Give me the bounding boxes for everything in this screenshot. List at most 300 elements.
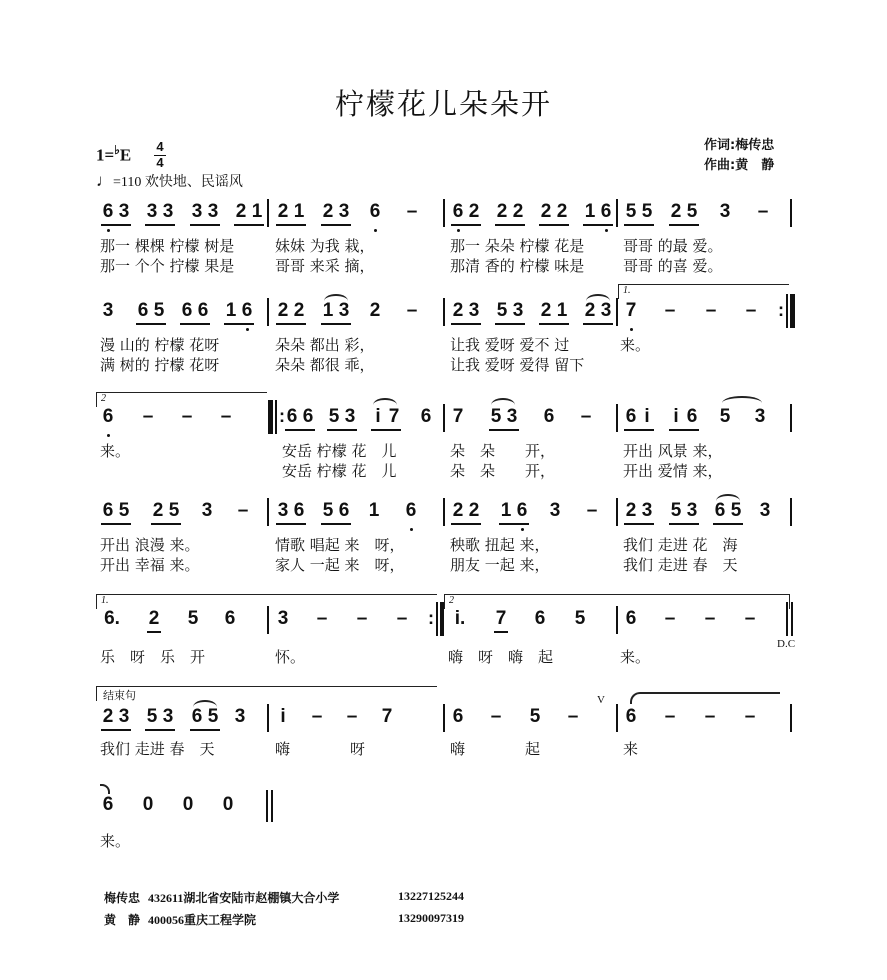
underline-beam [539, 224, 569, 226]
note: 6 [452, 706, 464, 727]
note: 2 [625, 500, 637, 521]
contact-name: 梅传忠 [104, 891, 141, 905]
underline-beam [494, 631, 508, 633]
octave-dot [605, 229, 608, 232]
note: 3 [641, 500, 653, 521]
time-top: 4 [156, 139, 164, 154]
underline-beam [624, 523, 654, 525]
underline-beam [234, 224, 264, 226]
lyric-verse-2: 家人 一起 来 呀， [275, 556, 405, 574]
lyric-verse-1: 来 [623, 740, 639, 758]
barline [790, 404, 792, 432]
note: 2 [102, 706, 114, 727]
lyric-verse-1: 朵朵 都出 彩， [275, 336, 375, 354]
note: – [744, 706, 756, 727]
note: 5 [529, 706, 541, 727]
note: 3 [719, 201, 731, 222]
repeat-end-barline [440, 602, 444, 636]
note: 2 [556, 201, 568, 222]
note: 1 [368, 500, 380, 521]
note: 3 [277, 608, 289, 629]
note: – [664, 300, 676, 321]
staff-line-2 [0, 285, 887, 380]
lyric-verse-2: 朵朵 都很 乖， [275, 356, 375, 374]
tie [630, 692, 780, 704]
lyric-verse-2: 哥哥 的喜 爱。 [623, 257, 723, 275]
dc-marking: D.C [777, 638, 796, 650]
note: 2 [496, 201, 508, 222]
note: 6 [102, 500, 114, 521]
underline-beam [451, 224, 481, 226]
note: – [704, 608, 716, 629]
lyric-verse-1: 情歌 唱起 来 呀， [275, 536, 405, 554]
underline-beam [327, 429, 357, 431]
lyric-verse-1: 妹妹 为我 栽， [275, 237, 375, 255]
note: – [664, 608, 676, 629]
note: 6 [197, 300, 209, 321]
slur [722, 396, 762, 403]
note: 2 [540, 300, 552, 321]
contact-address: 432611湖北省安陆市赵棚镇大合小学 [148, 891, 340, 905]
note: 5 [625, 201, 637, 222]
note: 3 [162, 201, 174, 222]
note: – [311, 706, 323, 727]
note: 1 [251, 201, 263, 222]
note: i. [454, 608, 466, 629]
note: 3 [754, 406, 766, 427]
barline [616, 704, 618, 732]
lyric-verse-1: 开出 风景 来， [623, 442, 723, 460]
note: – [396, 608, 408, 629]
note: 6 [137, 300, 149, 321]
barline [443, 704, 445, 732]
underline-beam [321, 523, 351, 525]
lyric-verse-1: 朵 朵 开， [450, 442, 556, 460]
note: 6 [102, 794, 114, 815]
time-signature [154, 140, 166, 170]
slur [324, 294, 348, 301]
note: – [406, 201, 418, 222]
key-signature [96, 143, 131, 166]
note: 2 [293, 300, 305, 321]
note: 7 [381, 706, 393, 727]
underline-beam [190, 224, 220, 226]
note: 7 [388, 406, 400, 427]
underline-beam [145, 729, 175, 731]
lyric-verse-1: 那一 棵棵 柠檬 树是 [100, 237, 235, 255]
note: – [356, 608, 368, 629]
note: 6 [600, 201, 612, 222]
note: 1 [556, 300, 568, 321]
underline-beam [489, 429, 519, 431]
note: 6 [625, 706, 637, 727]
lyricist: 作词:梅传忠 [704, 138, 775, 153]
contact-name: 黄 静 [104, 913, 141, 927]
tempo-text: =110 欢快地、民谣风 [113, 175, 243, 190]
contact-phone: 13290097319 [398, 911, 464, 925]
underline-beam [583, 323, 613, 325]
repeat-start-barline [268, 400, 273, 434]
note: – [567, 706, 579, 727]
slur [193, 700, 217, 707]
barline [275, 400, 277, 434]
note: i [375, 406, 381, 427]
underline-beam [101, 729, 131, 731]
slur [586, 294, 610, 301]
note: 3 [207, 201, 219, 222]
note: 2 [468, 201, 480, 222]
note: 2 [369, 300, 381, 321]
note: – [705, 300, 717, 321]
note: 5 [168, 500, 180, 521]
note: 2 [148, 608, 160, 629]
note: 6 [686, 406, 698, 427]
note: 3 [338, 300, 350, 321]
underline-beam [276, 523, 306, 525]
staff-line-1 [0, 193, 887, 278]
underline-beam [101, 523, 131, 525]
note: 7 [625, 300, 637, 321]
note: 5 [328, 406, 340, 427]
note: 5 [153, 300, 165, 321]
footer-contact-1 [104, 889, 464, 906]
note: 3 [512, 300, 524, 321]
lyric-verse-1: 怀。 [275, 648, 306, 666]
volta-number: 1. [623, 285, 631, 296]
note: 3 [234, 706, 246, 727]
volta-1 [618, 284, 789, 299]
key-note: E [119, 145, 132, 165]
barline [790, 704, 792, 732]
lyric-verse-1: 来。 [620, 648, 651, 666]
lyric-verse-1: 秧歌 扭起 来， [450, 536, 550, 554]
note: – [757, 201, 769, 222]
note: 1 [293, 201, 305, 222]
underline-beam [101, 224, 131, 226]
slur [373, 398, 397, 405]
underline-beam [145, 224, 175, 226]
octave-dot [246, 328, 249, 331]
note: 2 [468, 500, 480, 521]
note: – [237, 500, 249, 521]
note: 6 [338, 500, 350, 521]
note: 3 [686, 500, 698, 521]
barline [616, 404, 618, 432]
tempo-marking [96, 171, 243, 191]
volta-2 [96, 392, 267, 407]
note: 6 [181, 300, 193, 321]
note: 6 [420, 406, 432, 427]
lyric-verse-1: 嗨 呀 [275, 740, 366, 758]
note: – [181, 406, 193, 427]
lyric-verse-1: 嗨 起 [450, 740, 541, 758]
barline [266, 790, 268, 822]
lyric-verse-2: 朋友 一起 来， [450, 556, 550, 574]
note: 5 [574, 608, 586, 629]
note: 6. [104, 608, 120, 629]
underline-beam [499, 523, 529, 525]
underline-beam [669, 523, 699, 525]
note: 3 [759, 500, 771, 521]
barline [616, 498, 618, 526]
underline-beam [321, 224, 351, 226]
note: 6 [286, 406, 298, 427]
underline-beam [539, 323, 569, 325]
octave-dot [457, 229, 460, 232]
note: 6 [302, 406, 314, 427]
note: – [346, 706, 358, 727]
note: 6 [452, 201, 464, 222]
repeat-dots: : [428, 608, 434, 628]
breath-mark: V [597, 694, 605, 706]
note: 6 [405, 500, 417, 521]
underline-beam [669, 429, 699, 431]
note: 3 [162, 706, 174, 727]
note: 5 [490, 406, 502, 427]
barline [786, 602, 788, 636]
lyric-verse-1: 来。 [100, 832, 131, 850]
lyric-verse-2: 安岳 柠檬 花 儿 [282, 462, 397, 480]
underline-beam [669, 224, 699, 226]
underline-beam [276, 323, 306, 325]
barline [443, 298, 445, 326]
coda-bracket [96, 686, 437, 701]
note: – [744, 608, 756, 629]
lyric-verse-2: 朵 朵 开， [450, 462, 556, 480]
note: 3 [468, 300, 480, 321]
time-bottom: 4 [156, 155, 164, 170]
note: 3 [118, 706, 130, 727]
coda-label: 结束句 [103, 690, 136, 702]
note: 6 [516, 500, 528, 521]
note: 5 [719, 406, 731, 427]
underline-beam [136, 323, 166, 325]
flat-icon: ♭ [114, 143, 120, 157]
note: 6 [534, 608, 546, 629]
note: 6 [714, 500, 726, 521]
volta-number: 2 [449, 595, 454, 606]
octave-dot [521, 528, 524, 531]
note: i [673, 406, 679, 427]
lyric-verse-1: 那一 朵朵 柠檬 花是 [450, 237, 585, 255]
note: 3 [344, 406, 356, 427]
lyric-verse-2: 满 树的 拧檬 花呀 [100, 356, 220, 374]
underline-beam [190, 729, 220, 731]
underline-beam [624, 429, 654, 431]
note: 6 [625, 406, 637, 427]
note: 2 [277, 300, 289, 321]
note: 5 [207, 706, 219, 727]
barline [267, 606, 269, 634]
note: 5 [686, 201, 698, 222]
underline-beam [147, 631, 161, 633]
lyric-verse-1: 来。 [620, 336, 651, 354]
note: 1 [322, 300, 334, 321]
note: 2 [512, 201, 524, 222]
staff-line-7 [0, 780, 887, 850]
note: – [316, 608, 328, 629]
note: 0 [142, 794, 154, 815]
note: – [704, 706, 716, 727]
underline-beam [321, 323, 351, 325]
contact-phone: 13227125244 [398, 889, 464, 903]
note: 5 [496, 300, 508, 321]
note: 6 [543, 406, 555, 427]
note: – [664, 706, 676, 727]
staff-line-5 [0, 594, 887, 674]
barline [443, 498, 445, 526]
note: – [745, 300, 757, 321]
barline [786, 294, 788, 328]
lyric-verse-1: 漫 山的 柠檬 花呀 [100, 336, 220, 354]
barline [616, 298, 618, 326]
octave-dot [107, 229, 110, 232]
lyric-verse-1: 乐 呀 乐 开 [100, 648, 206, 666]
note: i [280, 706, 286, 727]
underline-beam [624, 224, 654, 226]
note: – [580, 406, 592, 427]
note: 3 [118, 201, 130, 222]
underline-beam [451, 323, 481, 325]
note: – [220, 406, 232, 427]
staff-line-6-coda [0, 686, 887, 766]
barline [267, 704, 269, 732]
lyric-verse-2: 哥哥 来采 摘， [275, 257, 375, 275]
note: 3 [600, 300, 612, 321]
note: 1 [225, 300, 237, 321]
staff-line-4 [0, 490, 887, 580]
key-label: 1= [96, 145, 115, 165]
note: – [586, 500, 598, 521]
volta-number: 1. [101, 595, 109, 606]
note: 6 [102, 406, 114, 427]
note: 2 [322, 201, 334, 222]
lyric-verse-2: 开出 幸福 来。 [100, 556, 200, 574]
staff-line-3 [0, 392, 887, 482]
note: 2 [670, 201, 682, 222]
note: 2 [277, 201, 289, 222]
note: – [490, 706, 502, 727]
note: 6 [191, 706, 203, 727]
barline [616, 199, 618, 227]
octave-dot [107, 434, 110, 437]
underline-beam [180, 323, 210, 325]
note: 6 [293, 500, 305, 521]
repeat-dots: : [778, 300, 784, 320]
note: 5 [322, 500, 334, 521]
tie-end [100, 784, 110, 794]
lyric-verse-1: 开出 浪漫 来。 [100, 536, 200, 554]
note: 3 [102, 300, 114, 321]
credits [704, 136, 774, 176]
barline [443, 199, 445, 227]
underline-beam [451, 523, 481, 525]
note: – [406, 300, 418, 321]
repeat-dots: : [279, 406, 285, 426]
underline-beam [495, 323, 525, 325]
octave-dot [630, 328, 633, 331]
note: 2 [584, 300, 596, 321]
note: 3 [191, 201, 203, 222]
note: 3 [146, 201, 158, 222]
underline-beam [224, 323, 254, 325]
barline [267, 498, 269, 526]
note: 2 [152, 500, 164, 521]
lyric-verse-2: 那一 个个 拧檬 果是 [100, 257, 235, 275]
lyric-verse-2: 让我 爱呀 爱得 留下 [450, 356, 585, 374]
barline [790, 498, 792, 526]
note: 6 [224, 608, 236, 629]
underline-beam [276, 224, 306, 226]
volta-number: 2 [101, 393, 106, 404]
octave-dot [410, 528, 413, 531]
octave-dot [374, 229, 377, 232]
underline-beam [371, 429, 401, 431]
note: 2 [235, 201, 247, 222]
repeat-end-barline [790, 294, 795, 328]
note: 2 [540, 201, 552, 222]
lyric-verse-1: 我们 走进 花 海 [623, 536, 738, 554]
note: 5 [187, 608, 199, 629]
underline-beam [285, 429, 315, 431]
lyric-verse-1: 让我 爱呀 爱不 过 [450, 336, 570, 354]
underline-beam [495, 224, 525, 226]
note: 3 [201, 500, 213, 521]
lyric-verse-2: 那清 香的 柠檬 味是 [450, 257, 585, 275]
note: 5 [118, 500, 130, 521]
note: 5 [670, 500, 682, 521]
note: 3 [277, 500, 289, 521]
slur [716, 494, 740, 501]
note: 6 [625, 608, 637, 629]
barline [271, 790, 273, 822]
note: 6 [102, 201, 114, 222]
note: – [142, 406, 154, 427]
note: i [644, 406, 650, 427]
note: 1 [500, 500, 512, 521]
note: 6 [369, 201, 381, 222]
underline-beam [583, 224, 613, 226]
note: 5 [730, 500, 742, 521]
barline [436, 602, 438, 636]
footer-contact-2 [104, 911, 464, 928]
barline [791, 602, 793, 636]
barline [443, 404, 445, 432]
barline [267, 199, 269, 227]
note: 5 [641, 201, 653, 222]
lyric-verse-2: 我们 走进 春 天 [623, 556, 738, 574]
note: 6 [241, 300, 253, 321]
lyric-verse-1: 我们 走进 春 天 [100, 740, 215, 758]
quarter-note-icon: ♩ [96, 171, 113, 190]
note: 7 [495, 608, 507, 629]
contact-address: 400056重庆工程学院 [148, 913, 257, 927]
note: 3 [506, 406, 518, 427]
lyric-verse-1: 安岳 柠檬 花 儿 [282, 442, 397, 460]
note: 2 [452, 300, 464, 321]
lyric-verse-1: 来。 [100, 442, 131, 460]
slur [491, 398, 515, 405]
note: 1 [584, 201, 596, 222]
barline [267, 298, 269, 326]
lyric-verse-1: 嗨 呀 嗨 起 [448, 648, 554, 666]
note: 5 [146, 706, 158, 727]
underline-beam [713, 523, 743, 525]
barline [790, 199, 792, 227]
note: 2 [452, 500, 464, 521]
song-title: 柠檬花儿朵朵开 [334, 87, 552, 121]
note: 3 [338, 201, 350, 222]
